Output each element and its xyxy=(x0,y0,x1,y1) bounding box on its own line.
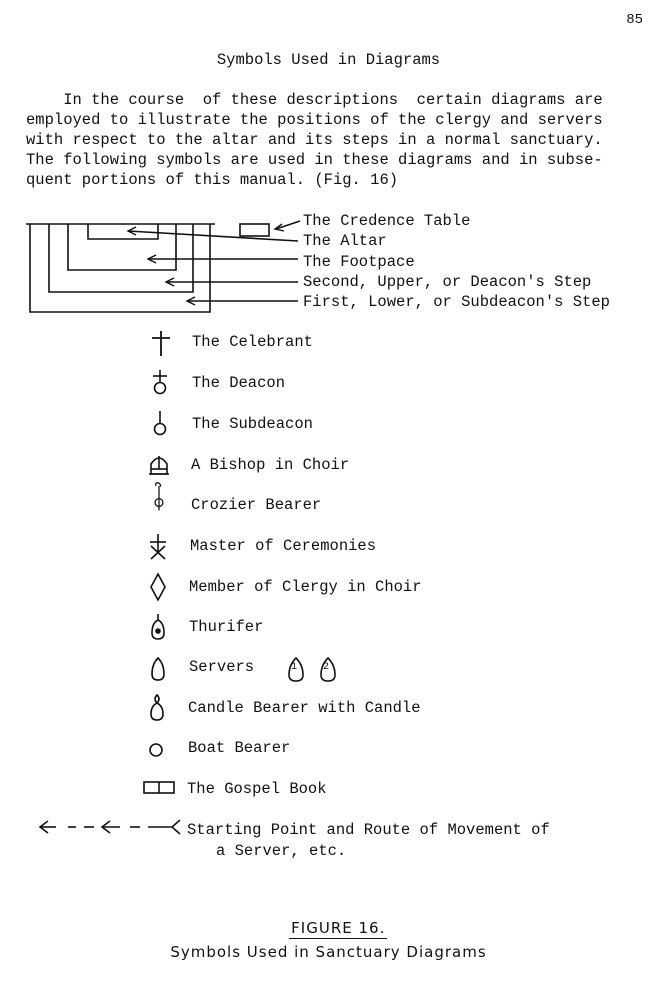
celebrant-cross-icon xyxy=(148,328,174,358)
paragraph-line: In the course of these descriptions certain diagrams are xyxy=(26,91,603,109)
symbol-label: Servers xyxy=(189,658,255,676)
symbol-label: Starting Point and Route of Movement of xyxy=(187,821,550,839)
symbol-label: Crozier Bearer xyxy=(191,496,322,514)
figure-label: FIGURE 16. xyxy=(291,919,386,937)
symbol-label: The Celebrant xyxy=(192,333,313,351)
symbol-label: The Gospel Book xyxy=(187,780,327,798)
symbol-label: Boat Bearer xyxy=(188,739,291,757)
credence-table-label: The Credence Table xyxy=(303,212,471,230)
crozier-icon xyxy=(146,482,172,512)
symbol-label: Candle Bearer with Candle xyxy=(188,699,421,717)
figure-label-wrap xyxy=(0,901,657,937)
credence-table-shape xyxy=(240,224,269,236)
second-step-label: Second, Upper, or Deacon's Step xyxy=(303,273,592,291)
paragraph-line: The following symbols are used in these diagrams and in subse- xyxy=(26,151,603,169)
server-icon xyxy=(145,653,171,683)
server-number: 1 xyxy=(291,662,298,673)
figure-caption: Symbols Used in Sanctuary Diagrams xyxy=(170,943,487,961)
diamond-icon xyxy=(145,572,171,602)
first-step-label: First, Lower, or Subdeacon's Step xyxy=(303,293,610,311)
paragraph-line: employed to illustrate the positions of the clergy and servers xyxy=(26,111,603,129)
footpace-outline xyxy=(68,224,176,270)
symbol-label: Member of Clergy in Choir xyxy=(189,578,422,596)
subdeacon-icon xyxy=(147,409,173,439)
deacon-icon xyxy=(147,368,173,398)
symbol-label: The Subdeacon xyxy=(192,415,313,433)
circle-icon xyxy=(143,734,169,764)
thurifer-icon xyxy=(145,612,171,642)
candle-bearer-icon xyxy=(144,693,170,723)
bishop-mitre-icon xyxy=(146,450,172,480)
server-number: 2 xyxy=(323,662,330,673)
symbol-label: A Bishop in Choir xyxy=(191,456,350,474)
first-step-outline xyxy=(30,224,210,312)
symbol-label: Master of Ceremonies xyxy=(190,537,377,555)
symbol-label: The Deacon xyxy=(192,374,286,392)
footpace-label: The Footpace xyxy=(303,253,415,271)
master-ceremonies-icon xyxy=(145,532,171,562)
page-number: 85 xyxy=(626,12,643,28)
movement-arrow-icon xyxy=(36,815,186,839)
symbol-label-continued: a Server, etc. xyxy=(216,842,347,860)
paragraph-line: quent portions of this manual. (Fig. 16) xyxy=(26,171,399,189)
paragraph-line: with respect to the altar and its steps in a normal sanctuary. xyxy=(26,131,603,149)
symbol-label: Thurifer xyxy=(189,618,264,636)
altar-label: The Altar xyxy=(303,232,387,250)
section-title: Symbols Used in Diagrams xyxy=(216,51,441,69)
book-icon xyxy=(142,780,176,796)
